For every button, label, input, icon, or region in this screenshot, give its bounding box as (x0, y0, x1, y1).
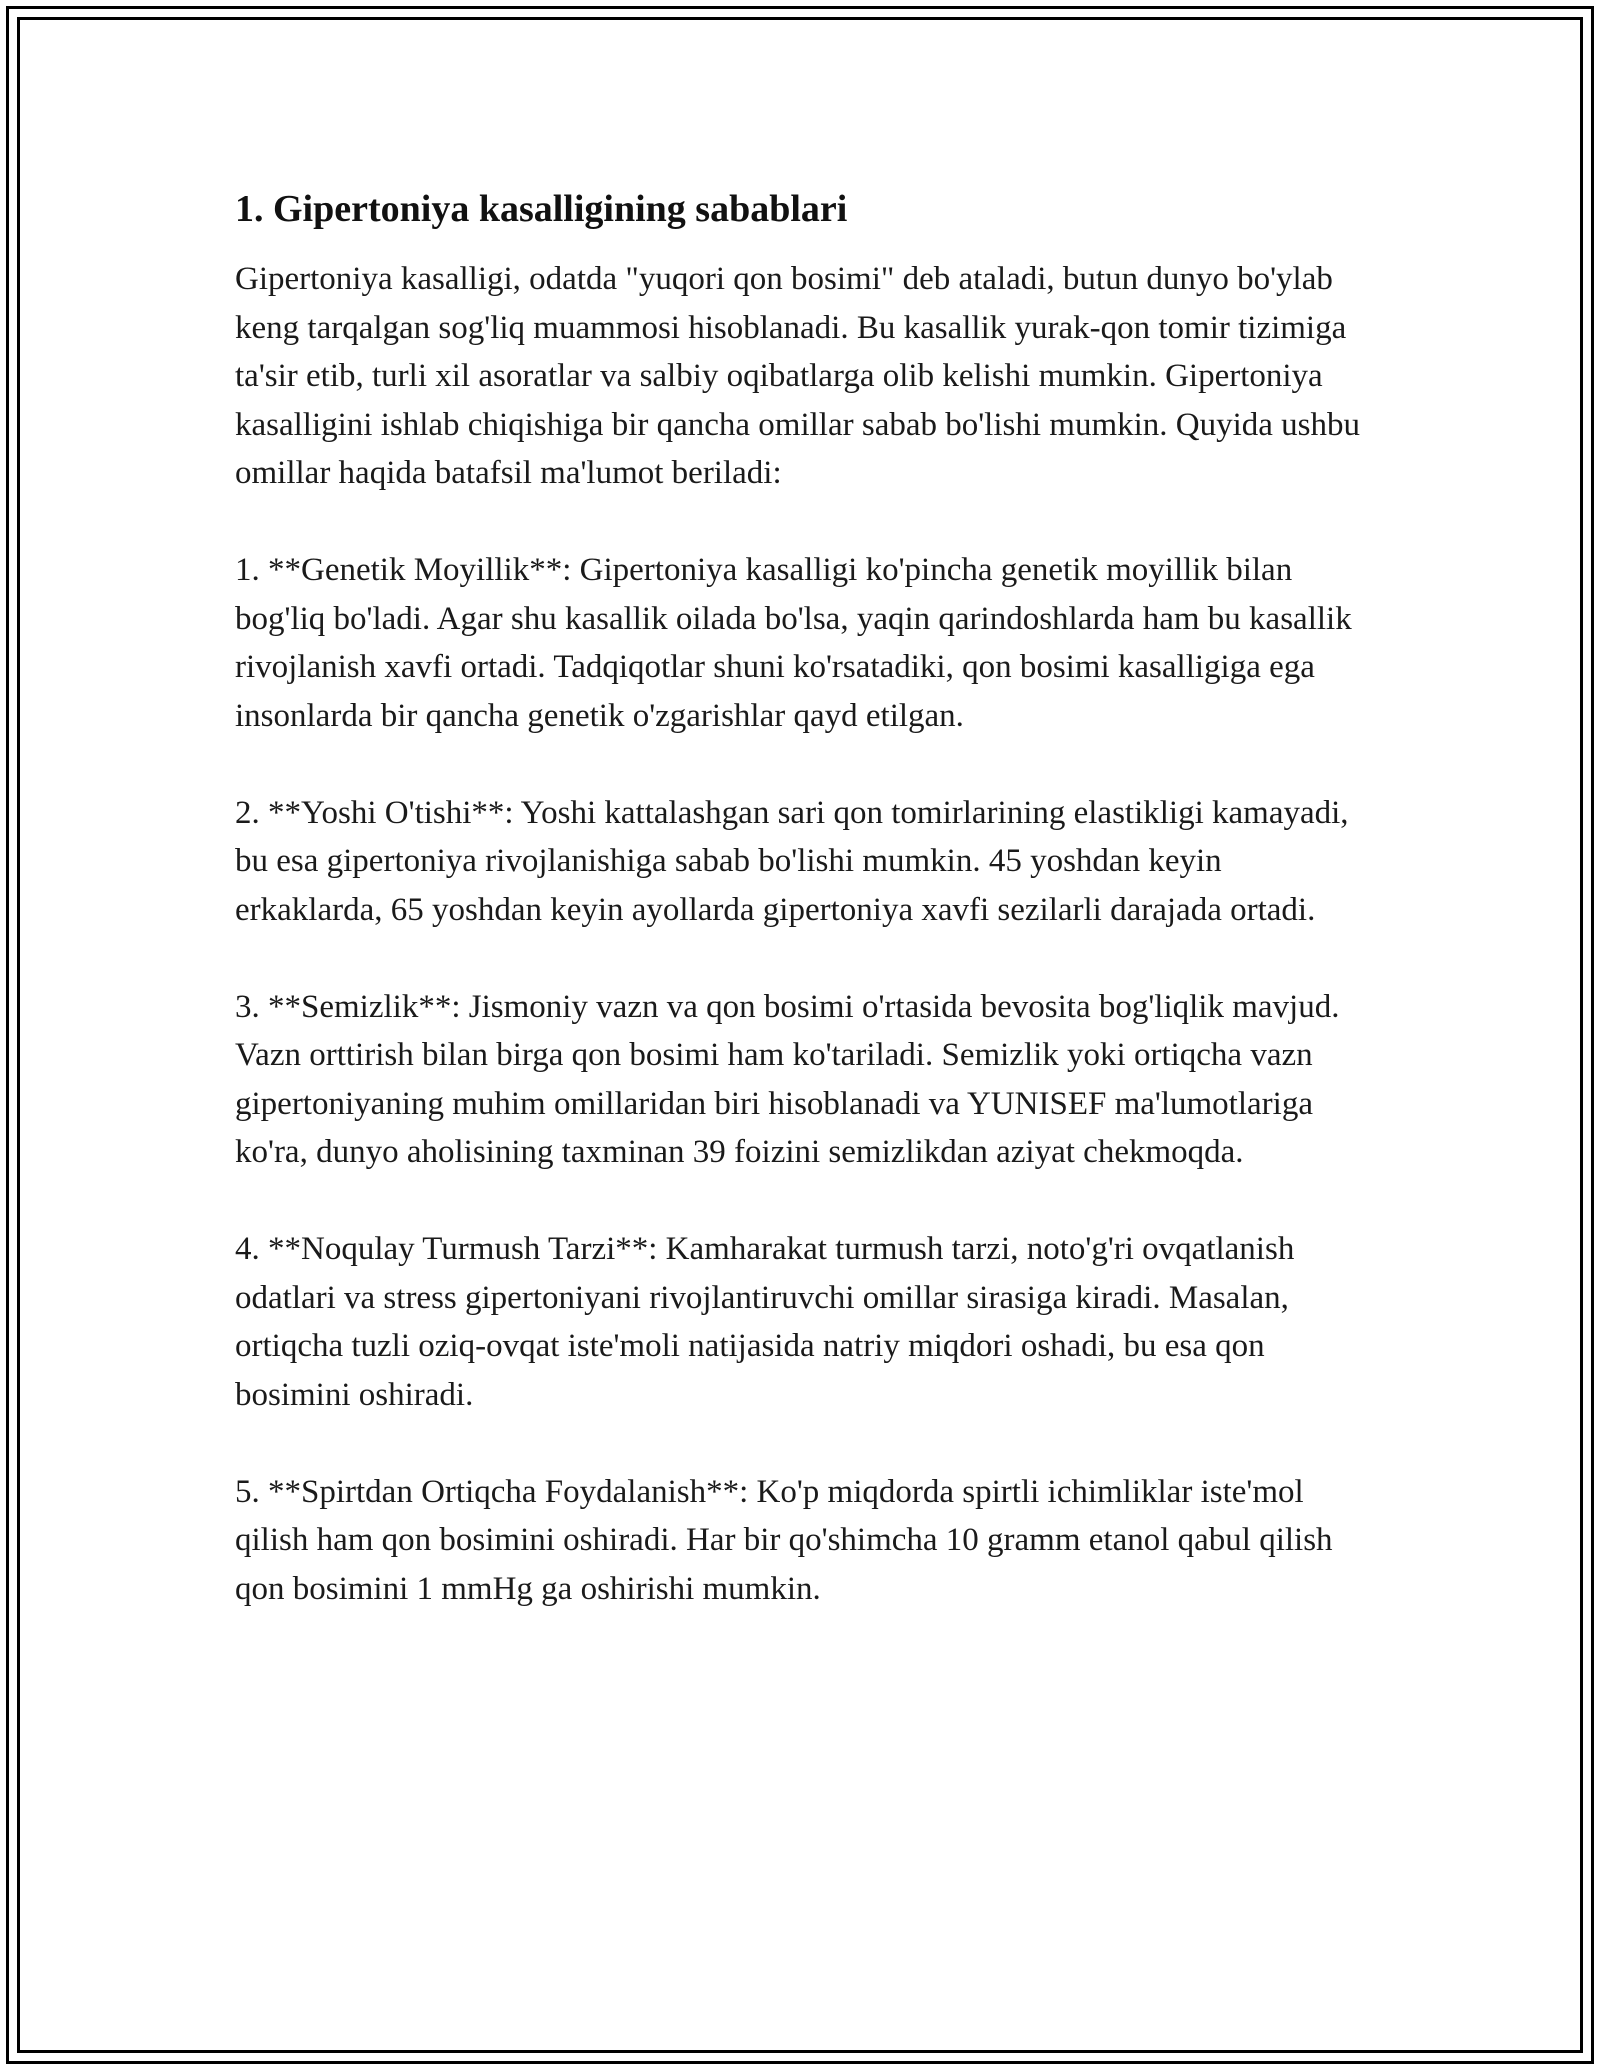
document-body (235, 185, 1365, 1662)
cause-lifestyle-paragraph: 4. **Noqulay Turmush Tarzi**: Kamharakat turmush tarzi, noto'g'ri ovqatlanish odatlari va stress gipertoniyani rivojlantiruvchi omillar sirasiga kiradi. Masalan, ortiqcha tuzli oziq-ovqat iste'moli natijasida natriy miqdori oshadi, bu esa qon bosimini oshiradi. (235, 1231, 1295, 1413)
cause-age-paragraph: 2. **Yoshi O'tishi**: Yoshi kattalashgan sari qon tomirlarining elastikligi kamayadi, bu esa gipertoniya rivojlanishiga sabab bo'lishi mumkin. 45 yoshdan keyin erkaklarda, 65 yoshdan keyin ayollarda gipertoniya xavfi sezilarli darajada ortadi. (235, 794, 1349, 928)
section-heading: 1. Gipertoniya kasalligining sabablari (235, 188, 848, 230)
cause-obesity-paragraph: 3. **Semizlik**: Jismoniy vazn va qon bosimi o'rtasida bevosita bog'liqlik mavjud. Vazn orttirish bilan birga qon bosimi ham ko'tariladi. Semizlik yoki ortiqcha vazn gipertoniyaning muhim omillaridan biri hisoblanadi va YUNISEF ma'lumotlariga ko'ra, dunyo aholisining taxminan 39 foizini semizlikdan aziyat chekmoqda. (235, 988, 1340, 1170)
cause-alcohol-paragraph: 5. **Spirtdan Ortiqcha Foydalanish**: Ko'p miqdorda spirtli ichimliklar iste'mol qilish ham qon bosimini oshiradi. Har bir qo'shimcha 10 gramm etanol qabul qilish qon bosimini 1 mmHg ga oshirishi mumkin. (235, 1473, 1333, 1607)
intro-paragraph: Gipertoniya kasalligi, odatda "yuqori qon bosimi" deb ataladi, butun dunyo bo'ylab keng tarqalgan sog'liq muammosi hisoblanadi. Bu kasallik yurak-qon tomir tizimiga ta'sir etib, turli xil asoratlar va salbiy oqibatlarga olib kelishi mumkin. Gipertoniya kasalligini ishlab chiqishiga bir qancha omillar sabab bo'lishi mumkin. Quyida ushbu omillar haqida batafsil ma'lumot beriladi: (235, 261, 1361, 491)
cause-genetic-paragraph: 1. **Genetik Moyillik**: Gipertoniya kasalligi ko'pincha genetik moyillik bilan bog'liq bo'ladi. Agar shu kasallik oilada bo'lsa, yaqin qarindoshlarda ham bu kasallik rivojlanish xavfi ortadi. Tadqiqotlar shuni ko'rsatadiki, qon bosimi kasalligiga ega insonlarda bir qancha genetik o'zgarishlar qayd etilgan. (235, 552, 1352, 734)
